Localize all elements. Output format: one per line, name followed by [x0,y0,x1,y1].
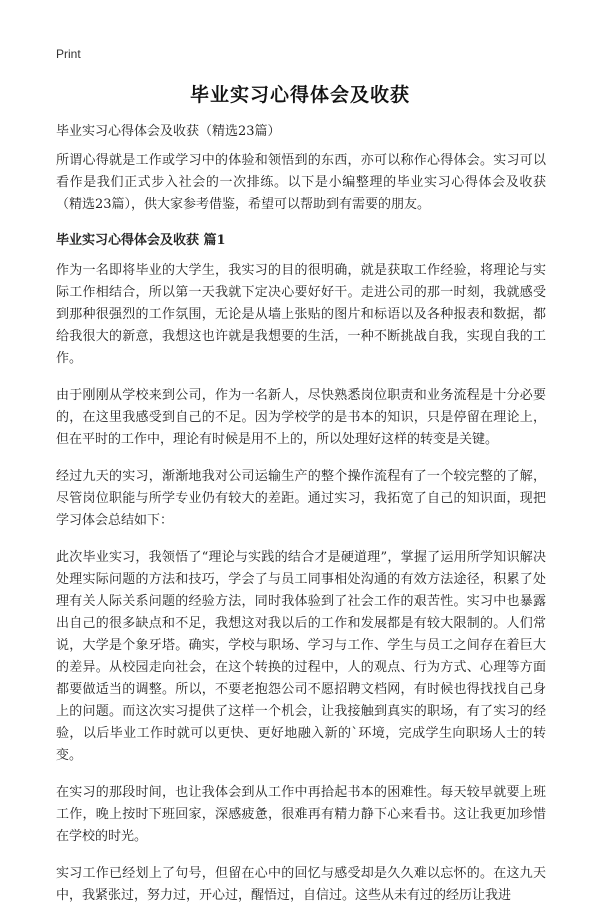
body-paragraph: 此次毕业实习，我领悟了“理论与实践的结合才是硬道理”，掌握了运用所学知识解决处理实际问题的方法和技巧，学会了与员工同事相处沟通的有效方法途径，积累了处理有关人际关系问题的经验方法，同时我体验到了社会工作的艰苦性。实习中也暴露出自己的很多缺点和不足，我想这对我以后的工作和发展都是有较大限制的。人们常说，大学是个象牙塔。确实，学校与职场、学习与工作、学生与员工之间存在着巨大的差异。从校园走向社会，在这个转换的过程中，人的观点、行为方式、心理等方面都要做适当的调整。所以，不要老抱怨公司不愿招聘文档网，有时候也得找找自己身上的问题。而这次实习提供了这样一个机会，让我接触到真实的职场，有了实习的经验，以后毕业工作时就可以更快、更好地融入新的`环境，完成学生向职场人士的转变。 [56,550,546,763]
article-body [56,150,546,922]
body-paragraph: 实习工作已经划上了句号，但留在心中的回忆与感受却是久久难以忘怀的。在这九天中，我紧张过，努力过，开心过，醒悟过，自信过。这些从未有过的经历让我进 [56,866,546,903]
body-paragraph: 经过九天的实习，渐渐地我对公司运输生产的整个操作流程有了一个较完整的了解，尽管岗位职能与所学专业仍有较大的差距。通过实习，我拓宽了自己的知识面，现把学习体会总结如下： [56,469,546,528]
page-subtitle: 毕业实习心得体会及收获（精选23篇） [56,124,281,139]
intro-paragraph: 所谓心得就是工作或学习中的体验和领悟到的东西，亦可以称作心得体会。实习可以看作是我们正式步入社会的一次排练。以下是小编整理的毕业实习心得体会及收获（精选23篇），供大家参考借鉴，希望可以帮助到有需要的朋友。 [56,153,546,212]
body-paragraph: 在实习的那段时间，也让我体会到从工作中再拾起书本的困难性。每天较早就要上班工作，晚上按时下班回家，深感疲惫，很难再有精力静下心来看书。这让我更加珍惜在学校的时光。 [56,785,546,844]
print-link[interactable]: Print [56,47,81,61]
page-title: 毕业实习心得体会及收获 [189,84,410,106]
body-paragraph: 作为一名即将毕业的大学生，我实习的目的很明确，就是获取工作经验，将理论与实际工作相结合，所以第一天我就下定决心要好好干。走进公司的那一时刻，我就感受到那种很强烈的工作氛围，无论是从墙上张贴的图片和标语以及各种报表和数据，都给我很大的新意，我想这也许就是我想要的生活，一种不断挑战自我，实现自我的工作。 [56,263,546,366]
body-paragraph: 由于刚刚从学校来到公司，作为一名新人，尽快熟悉岗位职责和业务流程是十分必要的，在这里我感受到自己的不足。因为学校学的是书本的知识，只是停留在理论上，但在平时的工作中，理论有时候是用不上的，所以处理好这样的转变是关键。 [56,388,546,447]
section-heading: 毕业实习心得体会及收获 篇1 [56,233,226,248]
